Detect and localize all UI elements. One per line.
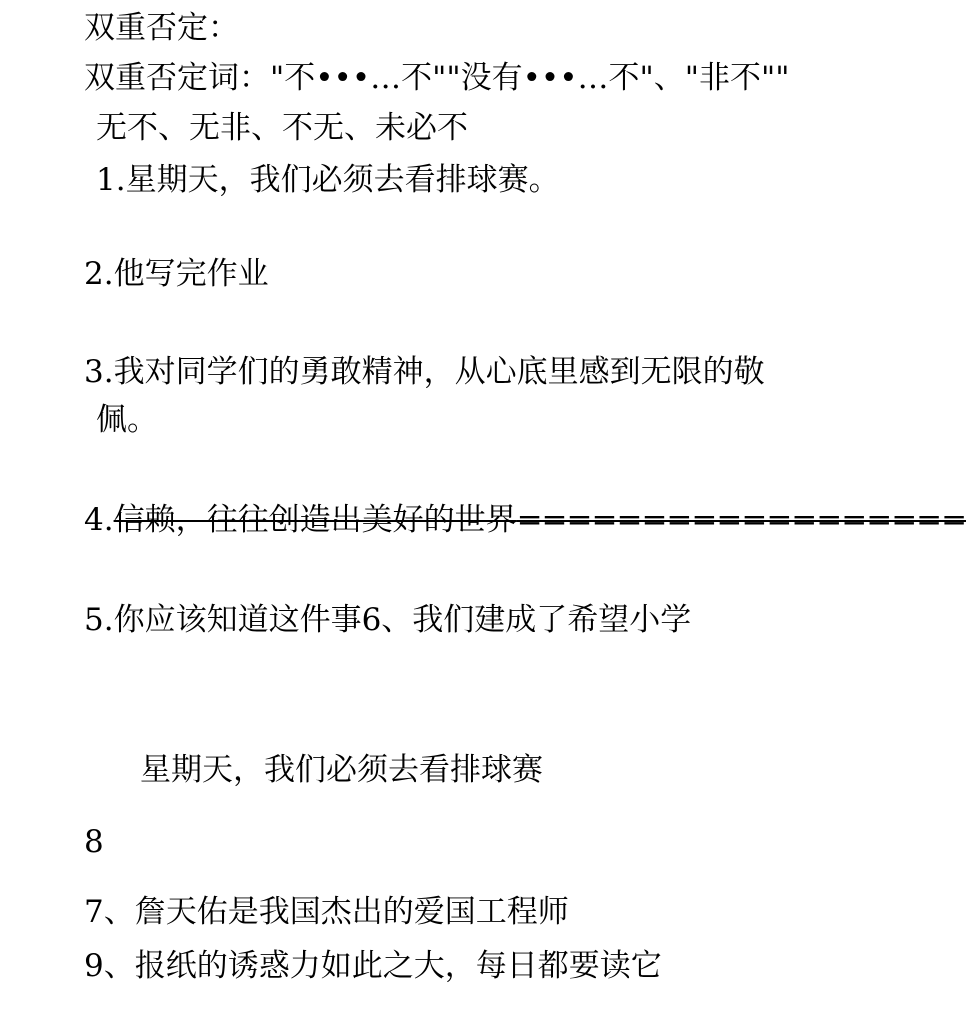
double-negative-words-2: 无不、无非、不无、未必不 <box>96 110 468 146</box>
item-1-number: 1. <box>96 162 126 198</box>
item-7: 7、詹天佑是我国杰出的爱国工程师 <box>84 894 569 930</box>
item-4-text: 信赖，往往创造出美好的世界 <box>113 502 517 538</box>
double-negative-words: 双重否定词："不•••…不""没有•••…不"、"非不"" <box>84 60 790 96</box>
item-5-number: 5. <box>84 602 114 638</box>
item-3-text: 我对同学们的勇敢精神，从心底里感到无限的敬 <box>113 354 765 390</box>
item-9: 9、报纸的诱惑力如此之大，每日都要读它 <box>84 948 662 984</box>
item-4-dashes: ================== <box>516 502 966 538</box>
item-5-text: 你应该知道这件事6、我们建成了希望小学 <box>113 602 692 638</box>
item-4 <box>84 500 966 540</box>
item-3-number: 3. <box>84 354 114 390</box>
section-title: 双重否定： <box>84 10 239 46</box>
item-3-continuation: 佩。 <box>96 402 158 438</box>
item-3 <box>84 352 765 392</box>
item-2-number: 2. <box>84 256 114 292</box>
item-2 <box>84 254 269 294</box>
item-2-text: 他写完作业 <box>113 256 269 292</box>
answer-1: 星期天，我们必须去看排球赛 <box>140 752 543 788</box>
number-8: 8 <box>84 824 104 860</box>
item-5 <box>84 600 691 640</box>
item-1-text: 星期天，我们必须去看排球赛。 <box>125 162 560 198</box>
item-4-number: 4. <box>84 502 114 538</box>
item-1 <box>96 160 560 200</box>
